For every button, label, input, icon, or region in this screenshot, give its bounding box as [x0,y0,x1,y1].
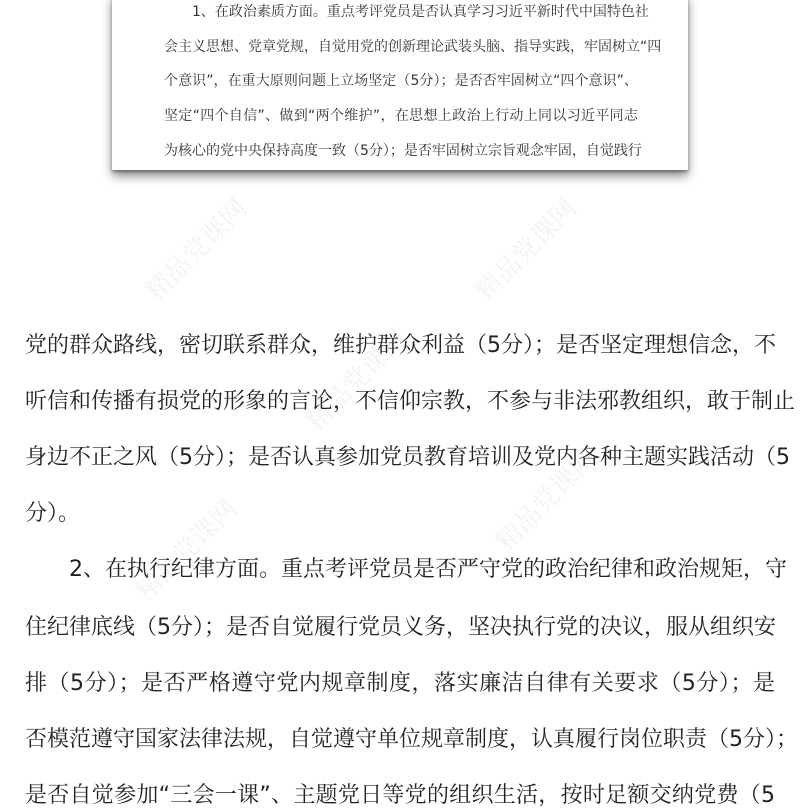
document-preview-card [112,0,688,170]
text-line: 身边不正之风（5分）；是否认真参加党员教育培训及党内各种主题实践活动（5 [25,445,790,470]
watermark: 精品党课网 [490,443,604,557]
text-line: 党的群众路线，密切联系群众，维护群众利益（5分）；是否坚定理想信念，不 [25,333,776,358]
card-line: 会主义思想、党章党规，自觉用党的创新理论武装头脑、指导实践，牢固树立“四 [164,39,662,55]
text-line: 排（5分）；是否严格遵守党内规章制度，落实廉洁自律有关要求（5分）；是 [25,671,775,696]
card-line: 坚定“四个自信”、做到“两个维护”，在思想上政治上行动上同以习近平同志 [164,108,638,124]
card-line: 为核心的党中央保持高度一致（5分）；是否牢固树立宗旨观念牢固，自觉践行 [164,143,642,159]
watermark: 精品党课网 [130,493,244,607]
watermark: 精品党课网 [470,193,584,307]
text-line: 住纪律底线（5分）；是否自觉履行党员义务，坚决执行党的决议，服从组织安 [25,615,776,640]
text-line: 是否自觉参加“三会一课”、主题党日等党的组织生活，按时足额交纳党费（5 [25,783,775,808]
watermark: 精品党课网 [300,323,414,437]
text-line: 2、在执行纪律方面。重点考评党员是否严守党的政治纪律和政治规矩，守 [25,557,787,582]
text-line: 分）。 [25,501,81,526]
watermark: 精品党课网 [140,193,254,307]
card-line: 个意识”，在重大原则问题上立场坚定（5分）；是否否牢固树立“四个意识”、 [164,73,638,89]
text-line: 听信和传播有损党的形象的言论，不信仰宗教，不参与非法邪教组织，敢于制止 [25,389,796,414]
text-line: 否模范遵守国家法律法规，自觉遵守单位规章制度，认真履行岗位职责（5分）； [25,727,798,752]
card-line: 1、在政治素质方面。重点考评党员是否认真学习习近平新时代中国特色社 [192,4,649,20]
